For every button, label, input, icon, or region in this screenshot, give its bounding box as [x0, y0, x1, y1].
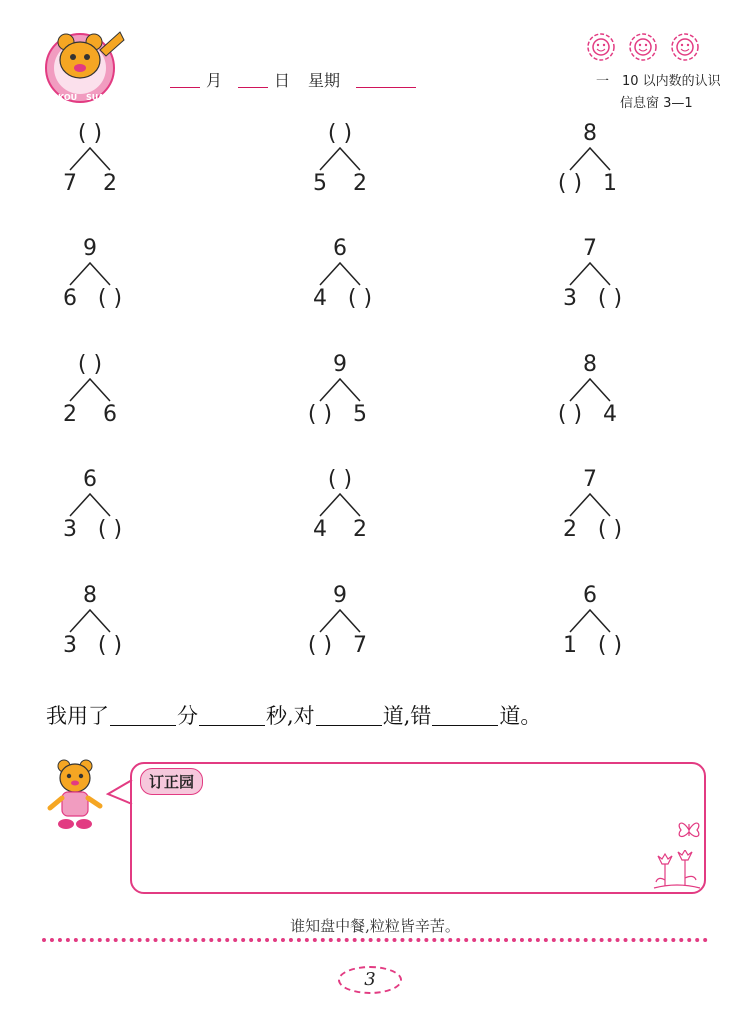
tiger-mascot-logo — [40, 20, 132, 112]
bond-right: 4 — [603, 402, 617, 427]
bond-left[interactable]: ( ) — [307, 633, 333, 658]
bond-branches — [280, 608, 400, 634]
weekday-blank[interactable] — [356, 87, 416, 88]
number-bond-8 — [280, 353, 400, 433]
bond-left: 5 — [313, 171, 327, 196]
bond-right: 1 — [603, 171, 617, 196]
page-number: 3 — [364, 969, 376, 990]
chapter-title: 一 10 以内数的认识 — [596, 74, 721, 89]
bond-branches — [30, 608, 150, 634]
bond-top[interactable]: ( ) — [77, 121, 103, 146]
number-bond-10 — [30, 468, 150, 548]
tiger-character-icon — [44, 756, 106, 832]
bond-left: 4 — [313, 286, 327, 311]
number-bond-3 — [530, 122, 650, 202]
number-bond-4 — [30, 237, 150, 317]
tulips-icon — [652, 850, 702, 892]
wrong-count-blank[interactable] — [432, 725, 498, 726]
dotted-divider — [42, 938, 708, 942]
day-blank[interactable] — [238, 87, 268, 88]
bond-right: 7 — [353, 633, 367, 658]
butterfly-icon — [676, 818, 702, 842]
correction-title: 订正园 — [140, 768, 203, 795]
bond-top[interactable]: ( ) — [327, 121, 353, 146]
sentence-part-2: 分 — [177, 704, 198, 728]
bond-branches — [530, 146, 650, 172]
bond-top[interactable]: ( ) — [77, 352, 103, 377]
sentence-part-4: 道,错 — [382, 704, 432, 728]
number-bond-12 — [530, 468, 650, 548]
bond-top: 6 — [333, 236, 347, 261]
sentence-part-5: 道。 — [499, 704, 542, 728]
number-bond-11 — [280, 468, 400, 548]
date-line — [168, 68, 418, 91]
bond-top: 9 — [83, 236, 97, 261]
correction-area[interactable] — [130, 762, 706, 894]
number-bond-1 — [30, 122, 150, 202]
bond-left: 4 — [313, 517, 327, 542]
number-bond-15 — [530, 584, 650, 664]
bond-left: 1 — [563, 633, 577, 658]
number-bond-9 — [530, 353, 650, 433]
bond-branches — [530, 377, 650, 403]
bond-top: 8 — [583, 352, 597, 377]
number-bond-7 — [30, 353, 150, 433]
number-bond-2 — [280, 122, 400, 202]
bond-branches — [530, 608, 650, 634]
bond-right: 6 — [103, 402, 117, 427]
smiley-flowers-icon — [584, 30, 702, 64]
bond-top: 6 — [583, 583, 597, 608]
bond-branches — [530, 261, 650, 287]
sentence-part-1: 我用了 — [46, 704, 109, 728]
bond-left: 2 — [563, 517, 577, 542]
weekday-label: 星期 — [308, 71, 341, 90]
bond-right[interactable]: ( ) — [347, 286, 373, 311]
number-bond-6 — [530, 237, 650, 317]
bond-top: 6 — [83, 467, 97, 492]
day-label: 日 — [274, 71, 291, 90]
bond-branches — [280, 377, 400, 403]
bond-top: 8 — [583, 121, 597, 146]
month-blank[interactable] — [170, 87, 200, 88]
bond-branches — [30, 492, 150, 518]
bond-top[interactable]: ( ) — [327, 467, 353, 492]
number-bond-14 — [280, 584, 400, 664]
bond-left: 3 — [63, 633, 77, 658]
bond-right[interactable]: ( ) — [597, 517, 623, 542]
bond-left: 6 — [63, 286, 77, 311]
bond-right[interactable]: ( ) — [97, 633, 123, 658]
bond-right: 2 — [353, 171, 367, 196]
month-label: 月 — [206, 71, 223, 90]
minutes-blank[interactable] — [110, 725, 176, 726]
bond-branches — [530, 492, 650, 518]
bond-right: 5 — [353, 402, 367, 427]
seconds-blank[interactable] — [199, 725, 265, 726]
bond-right: 2 — [353, 517, 367, 542]
time-summary-sentence — [46, 700, 541, 730]
bond-left: 7 — [63, 171, 77, 196]
bond-right: 2 — [103, 171, 117, 196]
bond-top: 8 — [83, 583, 97, 608]
bond-top: 9 — [333, 352, 347, 377]
bond-left: 2 — [63, 402, 77, 427]
mascot-text-right: SUAN — [86, 93, 111, 102]
sentence-part-3: 秒,对 — [266, 704, 315, 728]
bond-left: 3 — [63, 517, 77, 542]
correct-count-blank[interactable] — [316, 725, 382, 726]
bond-branches — [30, 377, 150, 403]
bond-top: 7 — [583, 467, 597, 492]
bond-top: 7 — [583, 236, 597, 261]
bond-left[interactable]: ( ) — [557, 171, 583, 196]
bond-right[interactable]: ( ) — [597, 633, 623, 658]
bond-branches — [280, 146, 400, 172]
mascot-text-left: KOU — [58, 93, 78, 102]
bond-left: 3 — [563, 286, 577, 311]
proverb-text: 谁知盘中餐,粒粒皆辛苦。 — [290, 917, 460, 935]
bond-left[interactable]: ( ) — [557, 402, 583, 427]
bond-left[interactable]: ( ) — [307, 402, 333, 427]
number-bond-5 — [280, 237, 400, 317]
bond-right[interactable]: ( ) — [97, 517, 123, 542]
bond-branches — [30, 261, 150, 287]
number-bond-13 — [30, 584, 150, 664]
bond-branches — [280, 492, 400, 518]
bond-top: 9 — [333, 583, 347, 608]
bond-right[interactable]: ( ) — [597, 286, 623, 311]
bond-branches — [30, 146, 150, 172]
bond-branches — [280, 261, 400, 287]
bond-right[interactable]: ( ) — [97, 286, 123, 311]
subsection-title: 信息窗 3—1 — [620, 96, 693, 111]
